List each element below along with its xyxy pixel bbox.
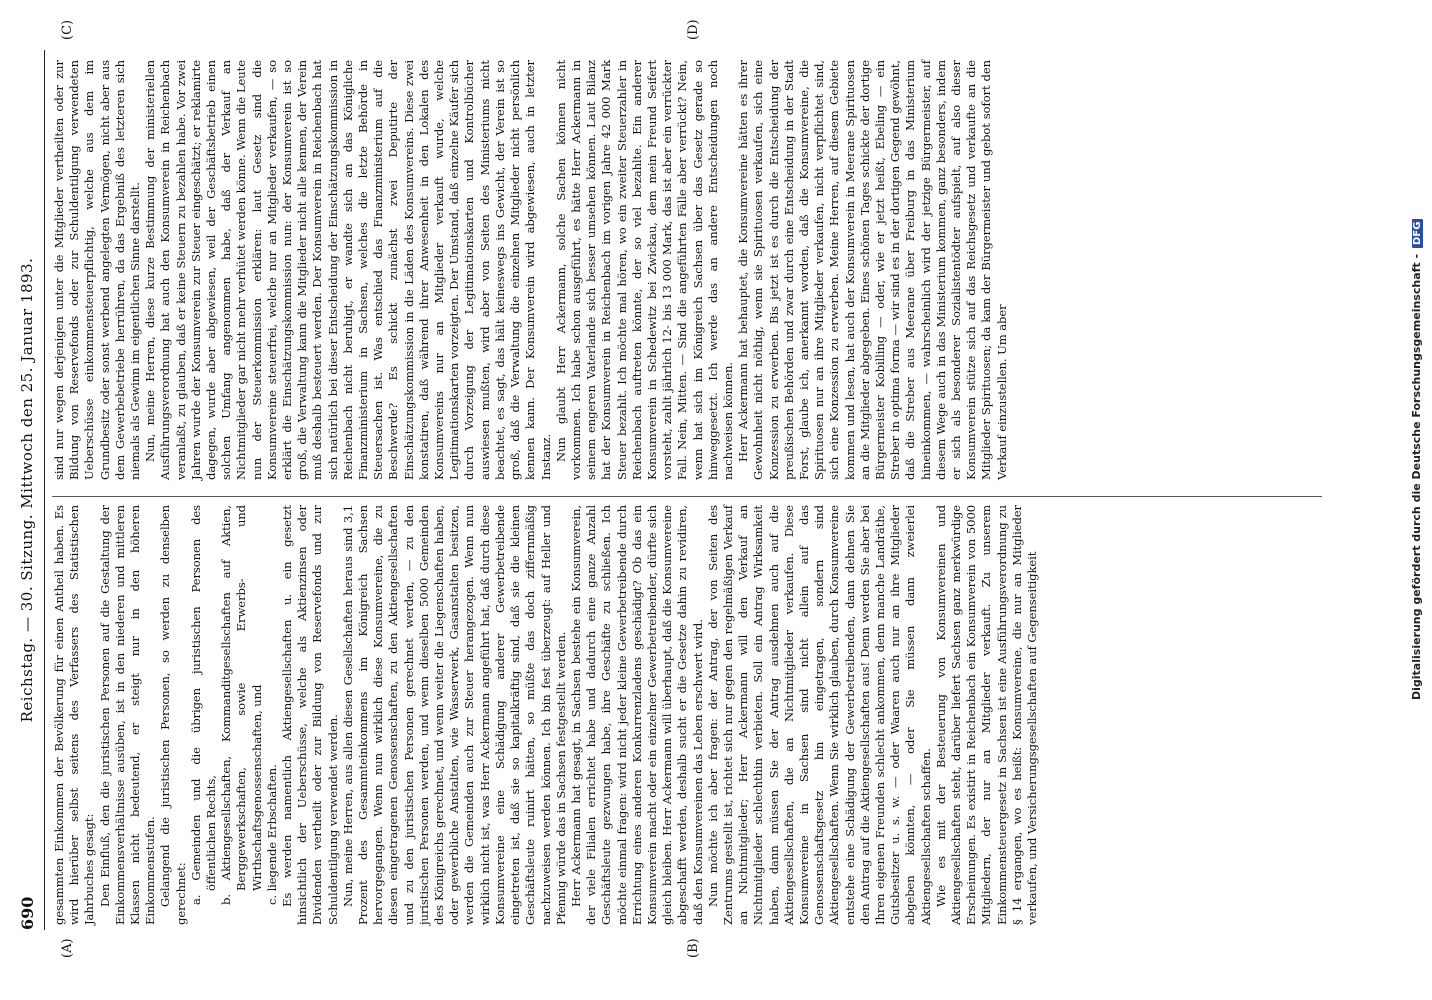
margin-marker-d: (D) (686, 19, 701, 40)
paragraph: Nun, meine Herren, diese kurze Bestimmung der ministeriellen Ausführungsverordnung hat auch den Konsumverein in Reichenbach veranlaßt, zu glauben, daß er keine Steuern zu bezahlen habe. Vor zwei Jahren wurde der Konsumverein zur Steuer eingeschätzt; er reklamirte dagegen, wurde aber abgewiesen, weil der Geschäftsbetrieb einen solchen Umfang angenommen habe, daß der Verkauf an Nichtmitglieder gar nicht mehr verhütet werden könne. Wenn die Leute nun der Steuerkommission erklären: laut Gesetz sind die Konsumvereine steuerfrei, welche nur an Mitglieder verkaufen, — so erklärt die Einschätzungskommission nun: der Konsumverein ist so groß, die Verwaltung kann die Mitglieder nicht alle kennen, der Verein muß deshalb besteuert werden. Der Konsumverein in Reichenbach hat sich natürlich bei dieser Entscheidung der Einschätzungskommission in Reichenbach nicht beruhigt, er wandte sich an das Königliche Finanzministerium in Sachsen, welches die letzte Behörde in Steuersachen ist. Was entschied das Finanzministerium auf die Beschwerde? Es schickt zunächst zwei Deputirte der Einschätzungskommission in die Läden des Konsumvereins. Diese zwei konstatiren, daß während ihrer Anwesenheit in den Lokalen des Konsumvereins nur an Mitglieder verkauft wurde, welche Legitimationskarten vorzeigten. Der Umstand, daß einzelne Käufer sich durch Vorzeigung der Legitimationskarten und Kontrolbücher auswiesen mußten, wird aber von Seiten des Ministeriums nicht beachtet, es sagt, das hält keineswegs ins Gewicht, der Verein ist so groß, daß die Verwaltung die einzelnen Mitglieder nicht persönlich kennen kann. Der Konsumverein wird abgewiesen, auch in letzter Instanz. (143, 60, 553, 480)
running-title: Reichstag. — 30. Sitzung. Mittwoch den 25. Januar 1893. (18, 257, 36, 723)
page-header (18, 50, 42, 930)
paragraph: Den Einfluß, den die juristischen Personen auf die Gestaltung der Einkommensverhältnisse ausüben, ist in den niederen und mittleren Klassen nicht bedeutend, er steigt nur in den höheren Einkommenstufen. (97, 505, 158, 925)
margin-marker-c: (C) (60, 19, 75, 40)
margin-marker-a: (A) (60, 938, 75, 958)
paragraph: Es werden namentlich Aktiengesellschaften u. ein gesetzt hinsichtlich der Ueberschüsse, welche als Aktienzinsen oder Dividenden vertheilt oder zur Bildung von Reservefonds und zur Schuldentilgung verwendet werden. (280, 505, 340, 925)
paragraph: sind nur wegen derjenigen unter die Mitglieder vertheilten oder zur Bildung von Reservefonds oder zur Schuldentilgung verwendeten Ueberschüsse einkommensteuerpflichtig, welche aus dem im Grundbesitz oder sonst werbend angelegten Vermögen, nicht aber aus dem Gewerbebetriebe herrühren, da das Ergebniß des letzteren sich niemals als Gewinn im eigentlichen Sinne darstellt. (52, 60, 143, 480)
paragraph: Gelangend die juristischen Personen, so werden zu denselben gerechnet: (158, 505, 188, 925)
left-text-column (52, 505, 1040, 925)
paragraph: Wie es mit der Besteuerung von Konsumvereinen und Aktiengesellschaften steht, darüber liefert Sachsen ganz merkwürdige Erscheinungen. Es existirt in Reichenbach ein Konsumverein von 5000 Mitgliedern, der nur an Mitglieder verkauft. Zu unserem Einkommensteuergesetz in Sachsen ist eine Ausführungsverordnung zu § 14 ergangen, wo es heißt: Konsumvereine, die nur an Mitglieder verkaufen, und Versicherungsgesellschaften auf Gegenseitigkeit (933, 505, 1039, 925)
column-divider (52, 496, 1322, 497)
right-text-column (52, 60, 1010, 480)
page-number: 690 (18, 896, 37, 930)
paragraph: b. Aktiengesellschaften, Kommanditgesellschaften auf Aktien, Berggewerkschaften, sowie Erwerbs- und Wirthschaftsgenossenschaften, und (219, 505, 264, 905)
digitization-credit (1410, 0, 1423, 700)
paragraph: c. liegende Erbschaften. (264, 764, 279, 905)
paragraph: gesammten Einkommen der Bevölkerung für einen Antheil haben. Es wird hierüber selbst seitens des Verfassers des Statistischen Jahrbuches gesagt: (52, 505, 97, 925)
paragraph: a. Gemeinden und die übrigen juristischen Personen des öffentlichen Rechts, (188, 505, 219, 905)
paragraph: Nun, meine Herren, aus allen diesen Gesellschaften heraus sind 3,1 Prozent des Gesammteinkommens im Königreich Sachsen hervorgegangen. Wenn nun wirklich diese Konsumvereine, die zu diesen eingetragenen Genossenschaften, zu den Aktiengesellschaften und zu den juristischen Personen gerechnet werden, — zu den juristischen Personen werden, und wenn dieselben 5000 Gemeinden des Königreichs gerechnet, und wenn weiter die Liegenschaften haben, oder gewerbliche Anstalten, wie Wasserwerk, Gasanstalten besitzen, werden die Gemeinden auch zur Steuer herangezogen. Wenn nun wirklich nicht ist, was Herr Ackermann angeführt hat, daß durch diese Konsumvereine eine Schädigung anderer Gewerbetreibende eingetreten ist, daß sie so kapitalkräftig sind, daß sie die kleinen Geschäftsleute ruinirt hätten, so müßte das doch ziffernmäßig nachzuweisen werden können. Ich bin fest überzeugt: auf Heller und Pfennig würde das in Sachsen festgestellt werden. (340, 505, 568, 925)
paragraph: Herr Ackermann hat behauptet, die Konsumvereine hätten es ihrer Gewohnheit nicht nöthig, wenn sie Spirituosen verkaufen, sich eine Konzession zu erwerben. Bis jetzt ist es durch die Entscheidung der preußischen Behörden und zwar durch eine Entscheidung in der Stadt Forst, glaube ich, anerkannt worden, daß die Konsumvereine, die Spirituosen nur an ihre Mitglieder verkaufen, nicht verpflichtet sind, sich eine Konzession zu erwerben. Meine Herren, auf diesem Gebiete kommen und lesen, hat auch der Konsumverein in Meerane Spirituosen an die Mitglieder abgegeben. Eines schönen Tages schickte der dortige Bürgermeister Kobilling — oder, wie er jetzt heißt, Ebeling — ein Streber in optima forma — wir sind es in der dortigen Gegend gewöhnt, daß die Streber aus Meerane über Freiburg in das Ministerium hineinkommen, — wahrscheinlich wird der jetzige Bürgermeister, auf diesem Wege auch in das Ministerium kommen, ganz besonders, indem er sich als besonderer Sozialistentödter aufspielt, auf also dieser Konsumverein stütze sich auf das Reichsgesetz und verkaufte an die Mitglieder Spirituosen; da kam der Bürgermeister und gebot sofort den Verkauf einzustellen. Um aber (736, 60, 1009, 480)
paragraph: Nun möchte ich aber fragen: der Antrag, der von Seiten des Zentrums gestellt ist, richtet sich nur gegen den regelmäßigen Verkauf an Nichtmitglieder; Herr Ackermann will den Verkauf an Nichtmitglieder schlechthin verbieten. Soll ein Antrag Wirksamkeit haben, dann müssen Sie der Antrag ausdehnen auch auf die Aktiengesellschaften, die an Nichtmitglieder verkaufen. Diese Konsumvereine in Sachsen sind nicht allein auf das Genossenschaftsgesetz hin eingetragen, sondern sind Aktiengesellschaften. Wenn Sie wirklich glauben, durch Konsumvereine entstehe eine Schädigung der Gewerbetreibenden, dann dehnen Sie den Antrag auf die Aktiengesellschaften aus! Denn werden Sie aber bei Ihren eigenen Freunden schlecht ankommen, denn manche Landräthe, Gutsbesitzer u. s. w. — oder Waaren auch nur an ihre Mitglieder abgeben könnten, — oder Sie müssen dann zweierlei Aktiengesellschaften schaffen. (705, 505, 933, 925)
header-rule (44, 50, 45, 930)
paragraph: Herr Ackermann hat gesagt, in Sachsen bestehe ein Konsumverein, der viele Filialen errichtet habe und dadurch eine ganze Anzahl Geschäftsleute gezwungen habe, ihre Geschäfte zu schließen. Ich möchte einmal fragen: wird nicht jeder kleine Gewerbetreibende durch Errichtung eines anderen Konkurrenzladens geschädigt? Ob das ein Konsumverein macht oder ein einzelner Gewerbetreibender, dürfte sich gleich bleiben. Herr Ackermann will überhaupt, daß die Konsumvereine abgeschafft werden, deshalb sucht er die Gesetze dahin zu revidiren, daß den Konsumvereinen das Leben erschwert wird. (568, 505, 705, 925)
credit-text: Digitalisierung gefördert durch die Deutsche Forschungsgemeinschaft - (1410, 253, 1423, 700)
dfg-logo: DFG (1412, 219, 1423, 248)
margin-marker-b: (B) (686, 938, 701, 958)
paragraph: Nun glaubt Herr Ackermann, solche Sachen können nicht vorkommen. Ich habe schon ausgeführt, es hätte Herr Ackermann in seinem engeren Vaterlande sich besser umsehen können. Laut Bilanz hat der Konsumverein in Reichenbach im vorigen Jahre 42 000 Mark Steuer bezahlt. Ich möchte mal hören, wo ein zweiter Steuerzahler in Reichenbach auftreten könnte, der so viel bezahlte. Ein anderer Konsumverein in Schedewitz bei Zwickau, dem mein Freund Seifert vorsteht, zahlt jährlich 12- bis 13 000 Mark, das ist aber ein verrückter Fall. Nein, Mitten. — Sind die angeführten Fälle aber verrückt? Nein, wenn hat sich im Königreich Sachsen über das Gesetz gerade so hinweggesetzt. Ich werde das an andere Entscheidungen noch nachweisen können. (553, 60, 735, 480)
